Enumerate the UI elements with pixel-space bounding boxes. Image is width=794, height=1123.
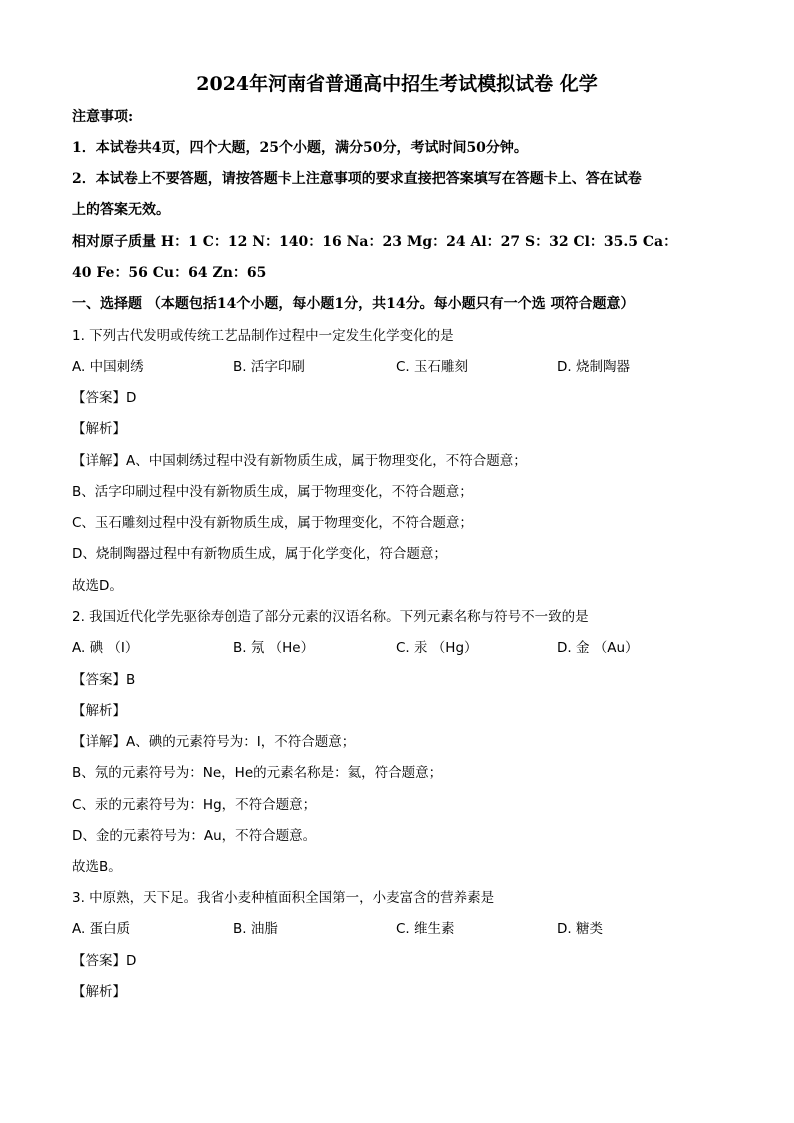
question-1-detail-2: B、活字印刷过程中没有新物质生成，属于物理变化，不符合题意； bbox=[72, 484, 473, 500]
question-3-answer: 【答案】D bbox=[72, 953, 137, 969]
question-1-option-c: C. 玉石雕刻 bbox=[396, 359, 469, 375]
question-2-answer: 【答案】B bbox=[72, 672, 136, 688]
question-1-conclusion: 故选D。 bbox=[72, 578, 123, 594]
question-2-analysis-label: 【解析】 bbox=[72, 703, 126, 719]
page-title: 2024年河南省普通高中招生考试模拟试卷 化学 bbox=[196, 73, 598, 95]
notice-item-1: 1．本试卷共4页，四个大题，25个小题，满分50分，考试时间50分钟。 bbox=[72, 140, 528, 156]
question-1-option-d: D. 烧制陶器 bbox=[557, 359, 630, 375]
notice-item-2-line-2: 上的答案无效。 bbox=[72, 202, 170, 218]
atomic-mass-line-2: 40 Fe：56 Cu：64 Zn：65 bbox=[72, 265, 267, 281]
question-2-conclusion: 故选B。 bbox=[72, 859, 122, 875]
question-2-detail-1: 【详解】A、碘的元素符号为：I，不符合题意； bbox=[72, 734, 356, 750]
question-2-detail-3: C、汞的元素符号为：Hg，不符合题意； bbox=[72, 797, 317, 813]
section-heading: 一、选择题 （本题包括14个小题，每小题1分，共14分。每小题只有一个选 项符合题意） bbox=[72, 296, 635, 312]
question-1-option-a: A. 中国刺绣 bbox=[72, 359, 144, 375]
question-3-option-d: D. 糖类 bbox=[557, 921, 603, 937]
question-2-option-a: A. 碘 （I） bbox=[72, 640, 139, 656]
question-1-answer: 【答案】D bbox=[72, 390, 137, 406]
atomic-mass-line-1: 相对原子质量 H：1 C：12 N：140：16 Na：23 Mg：24 Al：27 S：32 Cl：35.5 Ca： bbox=[72, 234, 678, 250]
question-2-option-c: C. 汞 （Hg） bbox=[396, 640, 478, 656]
question-2-stem: 2. 我国近代化学先驱徐寿创造了部分元素的汉语名称。下列元素名称与符号不一致的是 bbox=[72, 609, 589, 625]
question-1-analysis-label: 【解析】 bbox=[72, 421, 126, 437]
question-2-detail-2: B、氖的元素符号为：Ne，He的元素名称是：氦，符合题意； bbox=[72, 765, 443, 781]
notice-heading: 注意事项: bbox=[72, 109, 134, 125]
notice-item-2-line-1: 2．本试卷上不要答题，请按答题卡上注意事项的要求直接把答案填写在答题卡上、答在试卷 bbox=[72, 171, 642, 187]
question-2-detail-4: D、金的元素符号为：Au，不符合题意。 bbox=[72, 828, 317, 844]
question-3-option-b: B. 油脂 bbox=[233, 921, 278, 937]
question-3-option-a: A. 蛋白质 bbox=[72, 921, 131, 937]
question-3-option-c: C. 维生素 bbox=[396, 921, 455, 937]
question-2-option-b: B. 氖 （He） bbox=[233, 640, 315, 656]
question-3-stem: 3. 中原熟，天下足。我省小麦种植面积全国第一，小麦富含的营养素是 bbox=[72, 890, 495, 906]
question-1-stem: 1. 下列古代发明或传统工艺品制作过程中一定发生化学变化的是 bbox=[72, 328, 454, 344]
question-1-detail-1: 【详解】A、中国刺绣过程中没有新物质生成，属于物理变化，不符合题意； bbox=[72, 453, 527, 469]
question-2-option-d: D. 金 （Au） bbox=[557, 640, 639, 656]
question-3-analysis-label: 【解析】 bbox=[72, 984, 126, 1000]
question-1-detail-3: C、玉石雕刻过程中没有新物质生成，属于物理变化，不符合题意； bbox=[72, 515, 473, 531]
question-1-detail-4: D、烧制陶器过程中有新物质生成，属于化学变化，符合题意； bbox=[72, 546, 447, 562]
question-1-option-b: B. 活字印刷 bbox=[233, 359, 305, 375]
